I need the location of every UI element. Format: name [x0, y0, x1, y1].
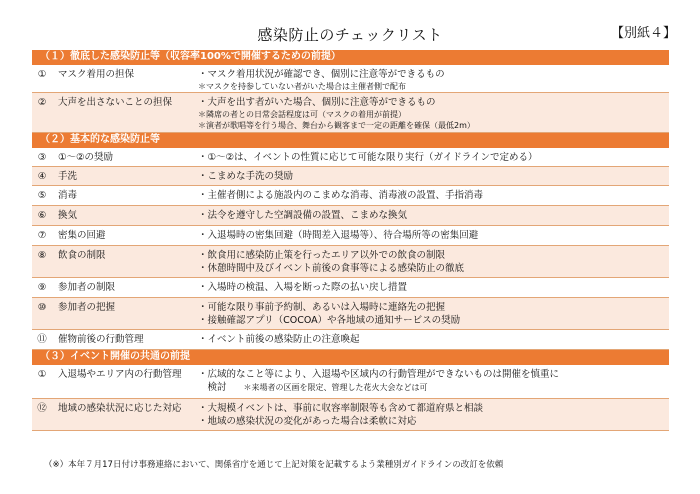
row-description [190, 365, 669, 399]
row-item: 密集の回避 [52, 226, 190, 246]
row-item: 催物前後の行動管理 [52, 330, 190, 350]
table-row [32, 186, 669, 206]
row-number: ④ [32, 167, 52, 186]
footnote: （※）本年７月17日付け事務連絡において、関係省庁を通じて上記対策を記載するよう業種別ガイドラインの改訂を依頼 [44, 460, 504, 470]
description-line: ・こまめな手洗の奨励 [198, 171, 294, 182]
table-row [32, 167, 669, 186]
section-header-text: （３）イベント開催の共通の前提 [32, 350, 669, 365]
description-line: ・広域的なこと等により、入退場や区域内の行動管理ができないものは開催を慎重に [198, 369, 560, 380]
description-line: ・イベント前後の感染防止の注意喚起 [198, 334, 360, 345]
description-note: ＊演者が歌唱等を行う場合、舞台から観客まで一定の距離を確保（最低2m） [198, 121, 475, 130]
description-line: ・①～②は、イベントの性質に応じて可能な限り実行（ガイドラインで定める） [198, 152, 538, 163]
description-line: ・飲食用に感染防止策を行ったエリア以外での飲食の制限 [198, 250, 446, 261]
attachment-label: 【別紙４】 [610, 26, 676, 41]
description-line: 検討 [198, 382, 227, 393]
section-header-3 [32, 350, 669, 365]
row-number: ③ [32, 148, 52, 167]
row-item: 大声を出さないことの担保 [52, 93, 190, 133]
checklist-table [32, 50, 669, 431]
row-description [190, 186, 669, 206]
row-item: マスク着用の担保 [52, 65, 190, 93]
row-number: ⑩ [32, 298, 52, 330]
row-description [190, 399, 669, 431]
section-header-2 [32, 133, 669, 148]
row-description [190, 148, 669, 167]
row-description [190, 278, 669, 298]
description-line: ・休憩時間中及びイベント前後の食事等による感染防止の徹底 [198, 263, 465, 274]
description-line: ・可能な限り事前予約制、あるいは入場時に連絡先の把握 [198, 302, 446, 313]
section-header-text: （１）徹底した感染防止等（収容率100%で開催するための前提） [32, 50, 669, 65]
description-line: ・地域の感染状況の変化があった場合は柔軟に対応 [198, 416, 417, 427]
description-line: ・大声を出す者がいた場合、個別に注意等ができるもの [198, 97, 436, 108]
description-line-continued [198, 381, 666, 394]
row-description [190, 93, 669, 133]
row-item: 換気 [52, 206, 190, 226]
description-line: ・マスク着用状況が確認でき、個別に注意等ができるもの [198, 69, 445, 80]
row-number: ⑪ [32, 330, 52, 350]
row-number: ⑧ [32, 246, 52, 278]
row-item: 地域の感染状況に応じた対応 [52, 399, 190, 431]
row-item: 参加者の制限 [52, 278, 190, 298]
row-description [190, 206, 669, 226]
row-item: 消毒 [52, 186, 190, 206]
table-row [32, 365, 669, 399]
section-header-text: （２）基本的な感染防止等 [32, 133, 669, 148]
table-row [32, 206, 669, 226]
row-number: ⑨ [32, 278, 52, 298]
description-note: ＊マスクを持参していない者がいた場合は主催者側で配布 [198, 82, 406, 91]
description-line: ・法令を遵守した空調設備の設置、こまめな換気 [198, 210, 408, 221]
row-number: ⑫ [32, 399, 52, 431]
row-number: ⑦ [32, 226, 52, 246]
table-row [32, 298, 669, 330]
description-note: ＊隣席の者との日常会話程度は可（マスクの着用が前提） [198, 110, 406, 119]
description-line: ・主催者側による施設内のこまめな消毒、消毒液の設置、手指消毒 [198, 190, 484, 201]
row-description [190, 298, 669, 330]
table-row [32, 226, 669, 246]
row-number: ① [32, 65, 52, 93]
table-row [32, 278, 669, 298]
table-row [32, 65, 669, 93]
description-line: ・大規模イベントは、事前に収容率制限等も含めて都道府県と相談 [198, 403, 484, 414]
row-item: 参加者の把握 [52, 298, 190, 330]
row-number: ⑥ [32, 206, 52, 226]
row-item: ①～②の奨励 [52, 148, 190, 167]
table-row [32, 399, 669, 431]
description-note: ＊来場者の区画を限定、管理した花火大会などは可 [243, 383, 428, 392]
table-row [32, 93, 669, 133]
row-description [190, 246, 669, 278]
row-description [190, 167, 669, 186]
row-number: ⑤ [32, 186, 52, 206]
row-description [190, 65, 669, 93]
description-line: ・接触確認アプリ（COCOA）や各地域の通知サービスの奨励 [198, 315, 461, 326]
description-line: ・入場時の検温、入場を断った際の払い戻し措置 [198, 282, 408, 293]
row-description [190, 226, 669, 246]
row-item: 入退場やエリア内の行動管理 [52, 365, 190, 399]
row-number: ② [32, 93, 52, 133]
row-description [190, 330, 669, 350]
row-number: ① [32, 365, 52, 399]
section-header-1 [32, 50, 669, 65]
row-item: 飲食の制限 [52, 246, 190, 278]
description-line: ・入退場時の密集回避（時間差入退場等）、待合場所等の密集回避 [198, 230, 479, 241]
table-row [32, 148, 669, 167]
row-item: 手洗 [52, 167, 190, 186]
page-title: 感染防止のチェックリスト [257, 26, 443, 44]
table-row [32, 330, 669, 350]
table-row [32, 246, 669, 278]
